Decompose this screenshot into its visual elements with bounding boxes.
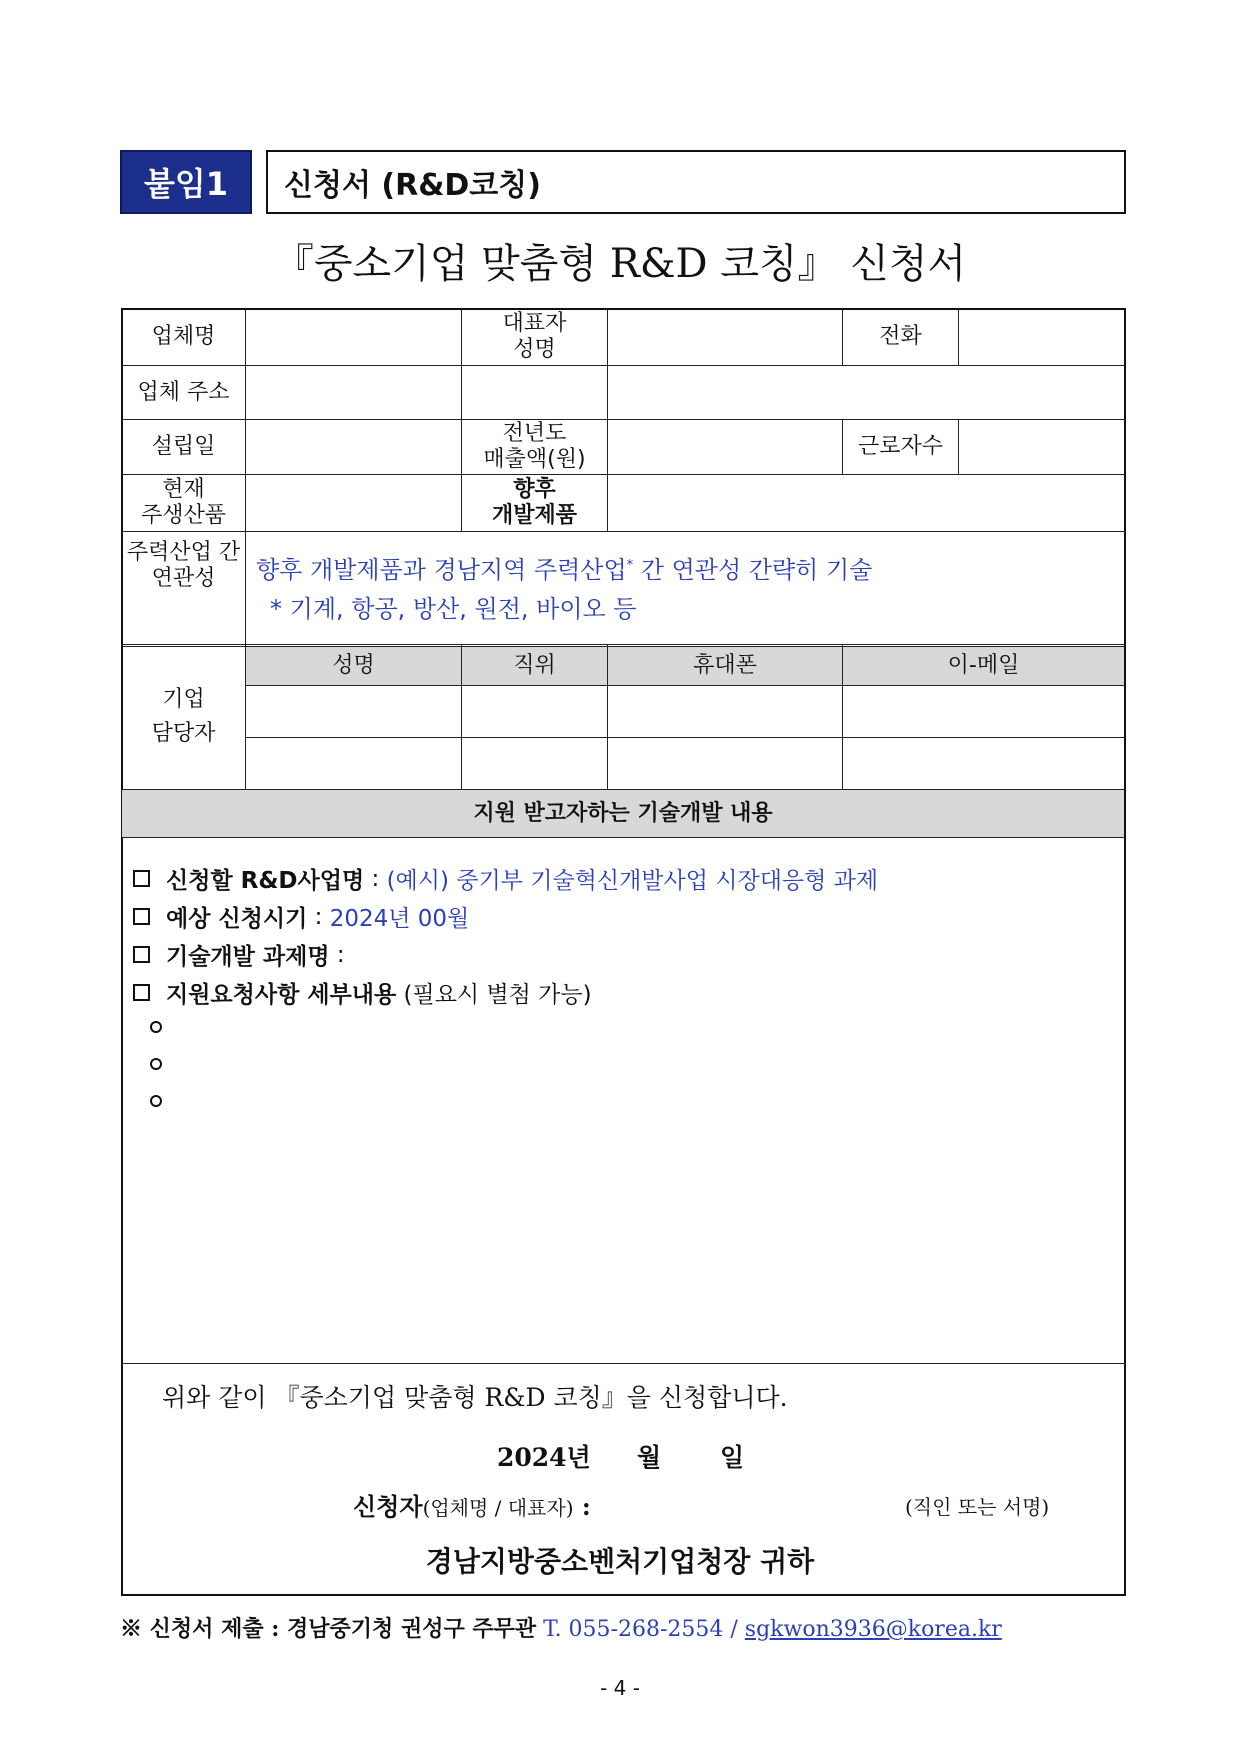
- label-current-product: [122, 475, 245, 531]
- label-future-line2: 개발제품: [491, 503, 577, 528]
- label-founded: 설립일: [151, 434, 216, 459]
- row-divider: [121, 837, 1126, 838]
- label-ceo-name: [462, 309, 607, 365]
- label-contact-line2: 담당자: [151, 721, 216, 746]
- page-number: - 4 -: [600, 1676, 640, 1700]
- item-value: (예시) 중기부 기술혁신개발사업 시장대응형 과제: [386, 868, 879, 894]
- contact-mobile-field-1[interactable]: [608, 686, 842, 737]
- item-rd-program[interactable]: [133, 862, 878, 895]
- label-future-product: [462, 475, 607, 531]
- contact-name-field-1[interactable]: [246, 686, 461, 737]
- row-divider: [121, 531, 1126, 532]
- relation-guide-text: 향후 개발제품과 경남지역 주력산업: [256, 556, 627, 584]
- date-year: 2024년: [497, 1443, 591, 1472]
- label-current-line2: 주생산품: [140, 503, 226, 528]
- checkbox-icon[interactable]: [133, 984, 150, 1001]
- submission-note: [120, 1612, 1002, 1643]
- contact-position-field-2[interactable]: [462, 738, 607, 789]
- date-month[interactable]: 월: [637, 1443, 662, 1472]
- current-product-field[interactable]: [246, 475, 461, 531]
- header-title: 신청서 (R&D코칭): [266, 150, 1126, 214]
- item-request-details[interactable]: [133, 976, 592, 1009]
- applicant-line[interactable]: [353, 1487, 591, 1522]
- bullet-circle-icon: [150, 1058, 162, 1070]
- label-sales-line1: 전년도: [502, 421, 567, 446]
- contact-email-field-1[interactable]: [843, 686, 1124, 737]
- submission-prefix: ※ 신청서 제출 : 경남중기청 권성구 주무관: [120, 1616, 537, 1642]
- founded-field[interactable]: [246, 420, 461, 474]
- sales-field[interactable]: [608, 420, 842, 474]
- row-divider: [121, 1363, 1126, 1364]
- label-address: 업체 주소: [137, 379, 230, 405]
- label-phone: 전화: [879, 324, 922, 349]
- item-label: 신청할 R&D사업명: [166, 868, 365, 894]
- label-contact-line1: 기업: [162, 687, 205, 712]
- label-sales-line2: 매출액(원): [483, 447, 586, 472]
- submission-email-link[interactable]: sgkwon3936@korea.kr: [744, 1617, 1002, 1642]
- label-current-line1: 현재: [162, 477, 205, 502]
- future-product-field[interactable]: [608, 475, 1124, 531]
- relation-guide-text-b: 간 연관성 간략히 기술: [633, 556, 873, 584]
- contact-name-field-2[interactable]: [246, 738, 461, 789]
- relation-footnote-mark: *: [626, 558, 634, 573]
- bullet-circle-icon: [150, 1021, 162, 1033]
- recipient: 경남지방중소벤처기업청장 귀하: [425, 1545, 815, 1578]
- item-separator: :: [307, 903, 330, 930]
- phone-field[interactable]: [959, 309, 1124, 365]
- item-separator: [396, 980, 403, 1006]
- applicant-colon: :: [573, 1492, 591, 1521]
- company-name-field[interactable]: [246, 309, 461, 365]
- contact-header-mobile: 휴대폰: [608, 647, 842, 685]
- label-relation-line2: 연관성: [151, 566, 216, 591]
- employees-field[interactable]: [959, 420, 1124, 474]
- label-sales: [462, 420, 607, 474]
- item-value: 2024년 00월: [329, 906, 470, 932]
- item-project-name[interactable]: [133, 938, 345, 971]
- address-field[interactable]: [246, 366, 1124, 419]
- attachment-badge: 붙임1: [120, 150, 252, 214]
- item-separator: :: [364, 865, 387, 892]
- section-header: 지원 받고자하는 기술개발 내용: [122, 790, 1124, 837]
- item-separator: :: [329, 941, 345, 968]
- checkbox-icon[interactable]: [133, 908, 150, 925]
- submission-phone: T. 055-268-2554: [543, 1617, 724, 1642]
- item-value: (필요시 별첨 가능): [403, 982, 592, 1008]
- page-title: 『중소기업 맞춤형 R&D 코칭』 신청서: [273, 241, 967, 287]
- label-future-line1: 향후: [513, 477, 556, 502]
- label-relation: [122, 540, 245, 600]
- contact-header-position: 직위: [462, 647, 607, 685]
- item-label: 기술개발 과제명: [166, 944, 330, 970]
- relation-guide-line2: * 기계, 항공, 방산, 원전, 바이오 등: [270, 595, 637, 623]
- applicant-label: 신청자: [353, 1492, 423, 1521]
- signature-note: (직인 또는 서명): [905, 1495, 1050, 1519]
- label-ceo-line1: 대표자: [502, 311, 567, 336]
- contact-mobile-field-2[interactable]: [608, 738, 842, 789]
- label-company-name: 업체명: [151, 324, 216, 349]
- checkbox-icon[interactable]: [133, 870, 150, 887]
- applicant-detail: (업체명 / 대표자): [422, 1496, 574, 1520]
- declaration-text: 위와 같이 『중소기업 맞춤형 R&D 코칭』을 신청합니다.: [162, 1383, 788, 1412]
- item-schedule[interactable]: [133, 900, 469, 933]
- checkbox-icon[interactable]: [133, 946, 150, 963]
- submission-slash: /: [723, 1617, 745, 1642]
- label-ceo-line2: 성명: [513, 337, 556, 362]
- label-contact: [122, 645, 245, 789]
- item-label: 예상 신청시기: [166, 906, 308, 932]
- contact-header-email: 이-메일: [843, 647, 1124, 685]
- contact-email-field-2[interactable]: [843, 738, 1124, 789]
- item-label: 지원요청사항 세부내용: [166, 982, 397, 1008]
- contact-header-name: 성명: [246, 647, 461, 685]
- relation-guide-line1[interactable]: [256, 550, 872, 585]
- bullet-circle-icon: [150, 1095, 162, 1107]
- contact-position-field-1[interactable]: [462, 686, 607, 737]
- date-day[interactable]: 일: [720, 1443, 745, 1472]
- label-relation-line1: 주력산업 간: [126, 540, 241, 565]
- ceo-name-field[interactable]: [608, 309, 842, 365]
- label-employees: 근로자수: [857, 434, 943, 459]
